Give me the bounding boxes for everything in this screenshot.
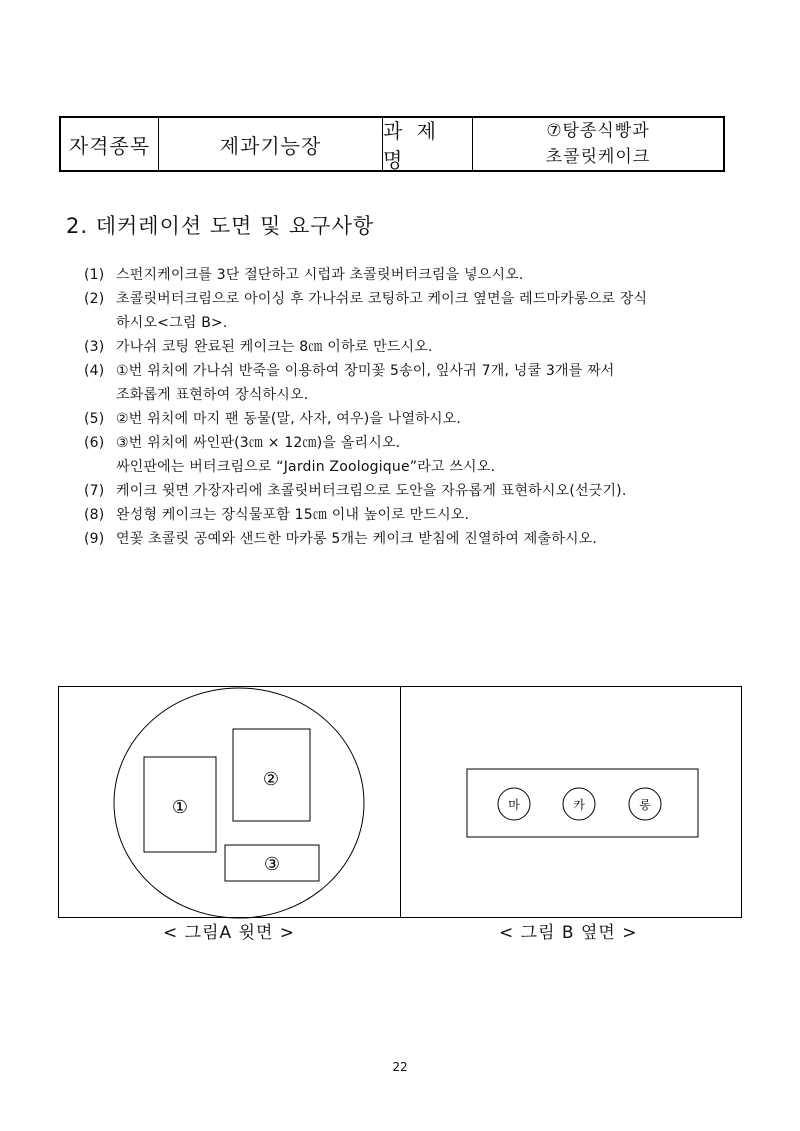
task-value-line1: ⑦탕종식빵과 (546, 121, 650, 141)
requirement-text: 가나쉬 코팅 완료된 케이크는 8㎝ 이하로 만드시오. (116, 339, 433, 355)
task-label: 과 제 명 (383, 118, 473, 170)
requirement-number: (8) (84, 507, 105, 523)
requirement-number: (4) (84, 363, 105, 379)
requirement-continuation (84, 311, 744, 335)
figure-a-caption: < 그림A 윗면 > (163, 923, 296, 943)
requirement-item (84, 287, 744, 311)
macaron-3-label: 롱 (639, 798, 651, 812)
requirement-text: 스펀지케이크를 3단 절단하고 시럽과 초콜릿버터크림을 넣으시오. (116, 267, 524, 283)
macaron-1-label: 마 (508, 798, 520, 812)
section-title: 2. 데커레이션 도면 및 요구사항 (66, 214, 375, 238)
requirement-text: 초콜릿버터크림으로 아이싱 후 가나쉬로 코팅하고 케이크 옆면을 레드마카롱으로 장식 (116, 291, 648, 307)
requirement-text: 조화롭게 표현하여 장식하시오. (116, 387, 309, 403)
requirement-text: 싸인판에는 버터크림으로 “Jardin Zoologique”라고 쓰시오. (116, 459, 496, 475)
requirement-item (84, 431, 744, 455)
figure-b-caption: < 그림 B 옆면 > (499, 923, 638, 943)
task-value-line2: 초콜릿케이크 (545, 147, 651, 167)
requirement-item (84, 479, 744, 503)
requirement-number: (6) (84, 435, 105, 451)
requirement-text: ③번 위치에 싸인판(3㎝ × 12㎝)을 올리시오. (116, 435, 401, 451)
figure-box (58, 686, 742, 918)
requirement-text: 완성형 케이크는 장식물포함 15㎝ 이내 높이로 만드시오. (116, 507, 470, 523)
requirement-text: 케이크 윗면 가장자리에 초콜릿버터크림으로 도안을 자유롭게 표현하시오(선긋기). (116, 483, 627, 499)
requirement-text: 연꽃 초콜릿 공예와 샌드한 마카롱 5개는 케이크 받침에 진열하여 제출하시오. (116, 531, 598, 547)
requirements-list (84, 263, 744, 551)
header-table (59, 116, 725, 172)
requirement-item (84, 527, 744, 551)
position-2-label: ② (262, 769, 280, 790)
figure-drawings (59, 687, 743, 919)
requirement-item (84, 335, 744, 359)
page-number: 22 (392, 1060, 408, 1074)
requirement-number: (2) (84, 291, 105, 307)
requirement-number: (7) (84, 483, 105, 499)
position-1-label: ① (171, 797, 189, 818)
requirement-continuation (84, 383, 744, 407)
field-value: 제과기능장 (159, 118, 383, 170)
requirement-number: (5) (84, 411, 105, 427)
requirement-item (84, 407, 744, 431)
requirement-continuation (84, 455, 744, 479)
requirement-item (84, 503, 744, 527)
requirement-text: ①번 위치에 가나쉬 반죽을 이용하여 장미꽃 5송이, 잎사귀 7개, 넝쿨 3개를 짜서 (116, 363, 615, 379)
requirement-text: ②번 위치에 마지 팬 동물(말, 사자, 여우)을 나열하시오. (116, 411, 462, 427)
requirement-item (84, 359, 744, 383)
requirement-text: 하시오<그림 B>. (116, 315, 228, 331)
requirement-number: (3) (84, 339, 105, 355)
macaron-2-label: 카 (573, 798, 585, 812)
requirement-number: (1) (84, 267, 105, 283)
field-label: 자격종목 (61, 118, 159, 170)
requirement-item (84, 263, 744, 287)
task-value (473, 118, 723, 170)
position-3-label: ③ (263, 854, 281, 875)
cake-top-outline (114, 688, 364, 918)
requirement-number: (9) (84, 531, 105, 547)
